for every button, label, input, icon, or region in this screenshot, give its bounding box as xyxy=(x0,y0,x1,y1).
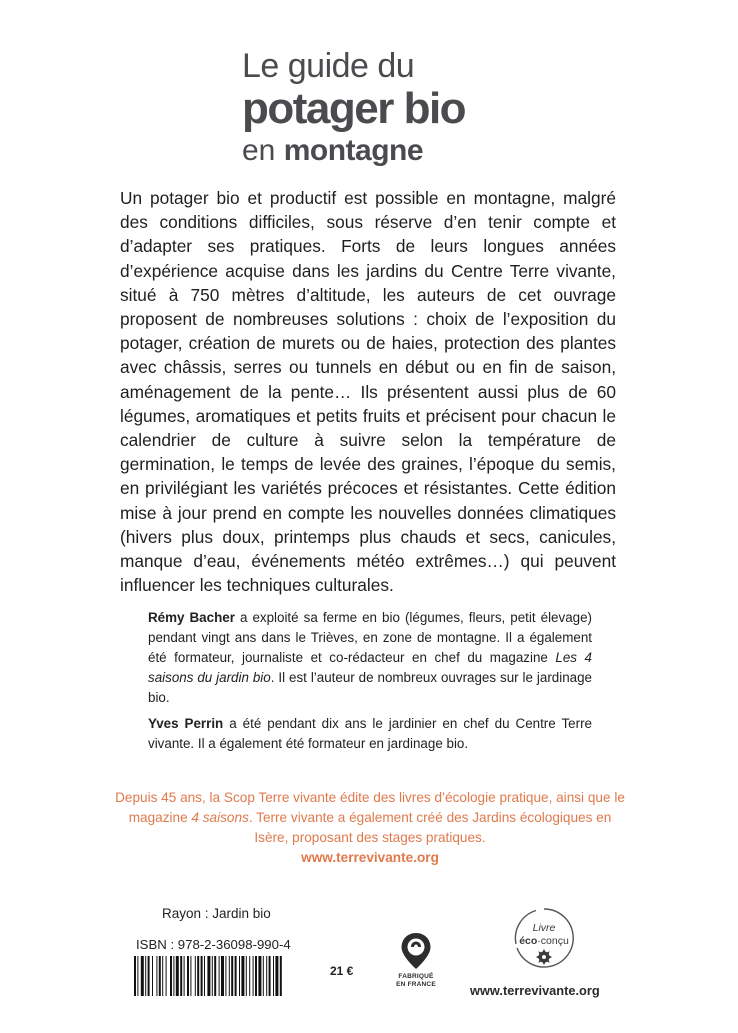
barcode-bar xyxy=(148,956,150,996)
barcode-bar xyxy=(212,956,213,996)
eco-label-sep: · xyxy=(537,935,541,947)
bio-name: Yves Perrin xyxy=(148,716,224,731)
barcode-bar xyxy=(275,956,278,996)
barcode-bar xyxy=(249,956,250,996)
barcode xyxy=(134,956,315,996)
barcode-bar xyxy=(141,956,144,996)
author-bios xyxy=(148,608,592,760)
promo-magazine: 4 saisons xyxy=(191,810,249,825)
barcode-bar xyxy=(246,956,247,996)
bio-text: a été pendant dix ans le jardinier en chef du Centre Terre vivante. Il a également été formateur en jardinage bio. xyxy=(148,716,592,751)
fabrique-line-1: FABRIQUÉ xyxy=(398,973,434,980)
barcode-bar xyxy=(184,956,185,996)
barcode-bar xyxy=(204,956,205,996)
barcode-bar xyxy=(241,956,244,996)
title-line-3 xyxy=(242,132,465,170)
publisher-promo xyxy=(110,788,630,868)
eco-concu-label xyxy=(512,906,576,970)
website-url[interactable]: www.terrevivante.org xyxy=(470,983,600,998)
eco-label-bold: éco xyxy=(519,935,538,947)
eco-label-line-2 xyxy=(512,935,576,947)
barcode-bar xyxy=(166,956,167,996)
barcode-bar xyxy=(159,956,161,996)
barcode-bar xyxy=(219,956,220,996)
barcode-bar xyxy=(201,956,203,996)
barcode-bar xyxy=(269,956,271,996)
barcode-bar xyxy=(152,956,153,996)
barcode-bar xyxy=(180,956,182,996)
title-line-2: potager bio xyxy=(242,84,466,133)
barcode-bar xyxy=(258,956,261,996)
barcode-bar xyxy=(214,956,216,996)
barcode-bar xyxy=(239,956,240,996)
book-description: Un potager bio et productif est possible en montagne, malgré des conditions difficiles, sous réserve d’en tenir compte et d’adapter ses pratiques. Forts de leurs longues années d’expérience acquise dans les jardins du Centre Terre vivante, situé à 750 mètres d’altitude, les auteurs de cet ouvrage proposent de nombreuses solutions : choix de l’exposition du potager, création de murets ou de haies, protection des plantes avec châssis, serres ou tunnels en début ou en fin de saison, aménagement de la pente… Ils présentent aussi plus de 60 légumes, aromatiques et petits fruits et précisent pour chacun le calendrier de culture à suivre selon la température de germination, le temps de levée des graines, l’époque du semis, en privilégiant les variétés précoces et résistantes. Cette édition mise à jour prend en compte les nouvelles données climatiques (hivers plus doux, printemps plus chauds et secs, canicules, manque d’eau, événements météo extrêmes…) qui peuvent influencer les techniques culturales. xyxy=(120,188,616,596)
barcode-bar xyxy=(173,956,174,996)
book-title xyxy=(242,46,465,170)
shelf-category: Rayon : Jardin bio xyxy=(162,906,271,921)
title-line-1: Le guide du xyxy=(242,47,415,85)
barcode-bar xyxy=(170,956,172,996)
barcode-bar xyxy=(273,956,274,996)
barcode-bar xyxy=(207,956,210,996)
barcode-bar xyxy=(197,956,199,996)
barcode-bar xyxy=(280,956,282,996)
barcode-bar xyxy=(266,956,267,996)
eco-label-rest: conçu xyxy=(540,935,569,947)
barcode-bar xyxy=(145,956,146,996)
barcode-bar xyxy=(255,956,257,996)
barcode-bar xyxy=(221,956,224,996)
barcode-bar xyxy=(190,956,191,996)
barcode-bar xyxy=(156,956,157,996)
isbn: ISBN : 978-2-36098-990-4 xyxy=(136,937,291,952)
barcode-bar xyxy=(253,956,254,996)
barcode-bar xyxy=(231,956,233,996)
bio-text: a exploité sa ferme en bio (légumes, fleurs, petit élevage) pendant vingt ans dans le Trièves, en zone de montagne. Il a également été formateur, journaliste et co-rédacteur en chef du magazine xyxy=(148,610,592,665)
barcode-bar xyxy=(225,956,226,996)
price: 21 € xyxy=(330,964,354,978)
leaf-gear-icon xyxy=(536,949,552,965)
eco-label-line-1: Livre xyxy=(532,922,556,934)
barcode-bar xyxy=(176,956,179,996)
magazine-title: Les 4 saisons du jardin bio xyxy=(148,650,592,685)
barcode-bar xyxy=(195,956,196,996)
bio-remy-bacher xyxy=(148,608,592,708)
barcode-bar xyxy=(137,956,138,996)
barcode-bar xyxy=(263,956,264,996)
fabrique-en-france-logo xyxy=(394,932,438,988)
bio-yves-perrin xyxy=(148,714,592,754)
bio-text-end: . Il est l’auteur de nombreux ouvrages sur le jardinage bio. xyxy=(148,670,592,705)
barcode-bar xyxy=(134,956,136,996)
title-line-3-bold: montagne xyxy=(283,134,424,167)
promo-text-end: . Terre vivante a également créé des Jardins écologiques en Isère, proposant des stages pratiques. xyxy=(248,810,612,845)
promo-text: Depuis 45 ans, la Scop Terre vivante édite des livres d’écologie pratique, ainsi que le magazine xyxy=(115,790,625,825)
promo-url[interactable]: www.terrevivante.org xyxy=(301,850,439,865)
barcode-bar xyxy=(187,956,189,996)
fabrique-line-2: EN FRANCE xyxy=(396,980,436,988)
title-line-3-thin: en xyxy=(242,134,276,167)
location-pin-icon xyxy=(400,932,432,970)
bio-name: Rémy Bacher xyxy=(148,610,235,625)
barcode-bar xyxy=(229,956,230,996)
barcode-bar xyxy=(235,956,237,996)
barcode-bar xyxy=(162,956,163,996)
